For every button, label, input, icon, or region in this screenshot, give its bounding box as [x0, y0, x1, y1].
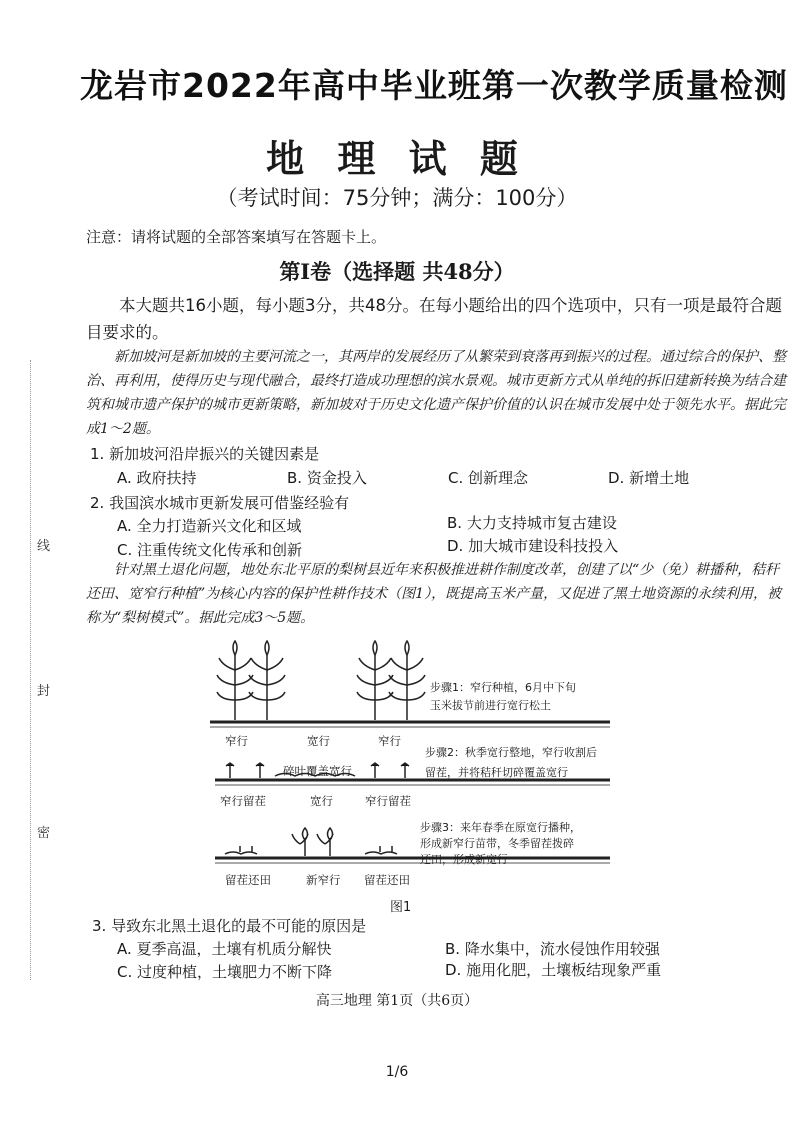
question-2-option-c: C. 注重传统文化传承和创新 [117, 541, 303, 559]
question-1-option-d: D. 新增土地 [608, 469, 690, 487]
question-2-stem: 2. 我国滨水城市更新发展可借鉴经验有 [90, 494, 350, 512]
figure-row2-label-center: 宽行 [310, 794, 333, 808]
exam-info: （考试时间：75分钟；满分：100分） [216, 186, 578, 210]
binding-mark-3: 密 [37, 826, 51, 841]
question-1-stem: 1. 新加坡河沿岸振兴的关键因素是 [90, 445, 320, 463]
figure-row3-label-left: 留茬还田 [225, 873, 271, 887]
figure-row1-label-right: 窄行 [378, 734, 401, 748]
figure-row2-label-right: 窄行留茬 [365, 794, 411, 808]
question-1-option-a: A. 政府扶持 [117, 469, 197, 487]
question-3-option-d: D. 施用化肥，土壤板结现象严重 [445, 961, 662, 979]
question-3-option-a: A. 夏季高温，土壤有机质分解快 [117, 940, 332, 958]
question-2-option-b: B. 大力支持城市复古建设 [447, 514, 617, 532]
page-count: 1/6 [385, 1064, 409, 1080]
binding-mark-1: 线 [37, 539, 51, 554]
figure-step1-line1: 步骤1：窄行种植，6月中下旬 [430, 681, 576, 694]
question-2-option-d: D. 加大城市建设科技投入 [447, 537, 619, 555]
question-2-option-a: A. 全力打造新兴文化和区域 [117, 517, 302, 535]
figure-caption: 图1 [390, 900, 412, 915]
binding-line [30, 360, 51, 980]
passage-singapore: 新加坡河是新加坡的主要河流之一，其两岸的发展经历了从繁荣到衰落再到振兴的过程。通过综合的保护、整治、再利用，使得历史与现代融合，最终打造成功理想的滨水景观。城市更新方式从单纯的拆旧建新转换为结合建筑和城市遗产保护的城市更新策略，新加坡对于历史文化遗产保护价值的认识在城市发展中处于领先水平。据此完成1～2题。 [86, 349, 786, 437]
figure-row3-label-right: 留茬还田 [364, 873, 410, 887]
question-3-option-b: B. 降水集中，流水侵蚀作用较强 [445, 940, 660, 958]
figure-row2-cover-label: 碎叶覆盖宽行 [283, 764, 352, 778]
figure-row2-label-left: 窄行留茬 [220, 794, 266, 808]
figure-step3-line1: 步骤3：来年春季在原宽行播种， [420, 821, 581, 834]
figure-step3-line2: 形成新窄行苗带，冬季留茬拨碎 [420, 837, 574, 850]
question-3-option-c: C. 过度种植，土壤肥力不断下降 [117, 963, 333, 981]
figure-row3-label-center: 新窄行 [306, 873, 341, 887]
figure-step2-line2: 留茬，并将秸秆切碎覆盖宽行 [425, 766, 568, 779]
exam-note: 注意：请将试题的全部答案填写在答题卡上。 [86, 228, 387, 246]
passage-black-soil: 针对黑土退化问题，地处东北平原的梨树县近年来积极推进耕作制度改革，创建了以“少（免）耕播种，秸秆还田、宽窄行种植”为核心内容的保护性耕作技术（图1），既提高玉米产量，又促进了黑土地资源的永续利用，被称为“梨树模式”。据此完成3～5题。 [86, 562, 782, 626]
question-1-option-c: C. 创新理念 [448, 469, 529, 487]
page-title: 地 理 试 题 [266, 136, 528, 181]
question-1-option-b: B. 资金投入 [287, 469, 367, 487]
section-intro: 本大题共16小题，每小题3分，共48分。在每小题给出的四个选项中，只有一项是最符合题目要求的。 [86, 296, 782, 342]
figure-row1-label-left: 窄行 [225, 734, 248, 748]
figure-step1-line2: 玉米拔节前进行宽行松土 [430, 699, 551, 712]
question-3-stem: 3. 导致东北黑土退化的最不可能的原因是 [92, 917, 367, 935]
section-title: 第Ⅰ卷（选择题 共48分） [279, 259, 515, 284]
figure-step3-line3: 还田，形成新宽行 [420, 853, 508, 866]
figure-step2-line1: 步骤2：秋季宽行整地，窄行收割后 [425, 746, 597, 759]
binding-mark-2: 封 [37, 684, 51, 699]
figure-row1-label-center: 宽行 [307, 734, 330, 748]
exam-header-title: 龙岩市2022年高中毕业班第一次教学质量检测 [80, 66, 788, 105]
page-footer: 高三地理 第1页（共6页） [315, 993, 479, 1009]
